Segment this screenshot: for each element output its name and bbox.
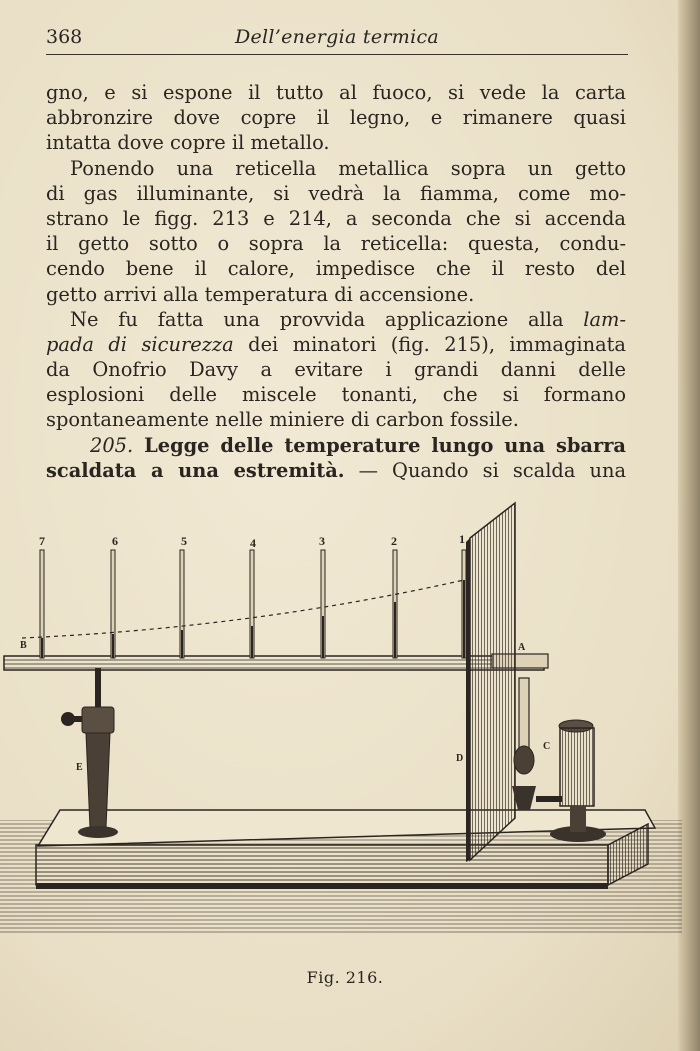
label-E: E (76, 762, 83, 773)
text-run: Ne fu fatta una provvida applicazione alla (70, 307, 584, 331)
label-D: D (456, 753, 464, 764)
thermometers (40, 550, 466, 658)
text-line: di gas illuminante, si vedrà la fiamma, come mo- (46, 181, 626, 205)
text-line: Ponendo una reticella metallica sopra un getto (70, 156, 626, 180)
text-run: — Quando si scalda una (344, 458, 627, 482)
text-line: getto arrivi alla temperatura di accensione. (46, 282, 475, 306)
figure-216-illustration (0, 498, 690, 948)
text-line: abbronzire dove copre il legno, e rimanere quasi (46, 106, 626, 130)
section-heading-line (46, 433, 626, 458)
section-heading-line (46, 458, 626, 483)
page-header (46, 24, 628, 54)
label-6: 6 (112, 534, 118, 548)
text-line (46, 332, 626, 357)
running-title: Dell’energia termica (234, 26, 440, 48)
text-line: da Onofrio Davy a evitare i grandi danni delle (46, 358, 626, 382)
body-text (46, 80, 626, 483)
text-line: spontaneamente nelle miniere di carbon fossile. (46, 408, 519, 432)
italic-term: pada di sicurezza (46, 332, 234, 356)
label-4: 4 (250, 536, 256, 550)
section-title: Legge delle temperature lungo una sbarra (133, 433, 626, 457)
label-C: C (543, 741, 551, 752)
temperature-curve (22, 580, 464, 638)
header-rule (46, 54, 628, 55)
text-line: cendo bene il calore, impedisce che il resto del (46, 257, 626, 281)
thermometer-labels (39, 532, 465, 550)
page-number: 368 (46, 26, 83, 48)
text-line: il getto sotto o sopra la reticella: questa, condu- (46, 232, 626, 256)
section-number: 205. (90, 433, 134, 457)
label-B: B (20, 640, 27, 651)
italic-term: lam- (583, 307, 626, 331)
label-5: 5 (181, 534, 187, 548)
text-line: strano le figg. 213 e 214, a seconda che si accenda (46, 206, 626, 230)
label-3: 3 (319, 534, 325, 548)
label-7: 7 (39, 534, 45, 548)
label-A: A (518, 642, 526, 653)
text-line: esplosioni delle miscele tonanti, che si formano (46, 383, 626, 407)
text-line: intatta dove copre il metallo. (46, 131, 330, 155)
base-platform (36, 810, 655, 889)
figure-caption: Fig. 216. (306, 968, 384, 987)
text-line (46, 307, 626, 332)
label-2: 2 (391, 534, 397, 548)
section-title: scaldata a una estremità. (46, 458, 345, 482)
screen-D (466, 503, 515, 862)
text-run: dei minatori (fig. 215), immaginata (233, 332, 626, 356)
text-line: gno, e si espone il tutto al fuoco, si vede la carta (46, 81, 626, 104)
label-1: 1 (459, 532, 465, 546)
